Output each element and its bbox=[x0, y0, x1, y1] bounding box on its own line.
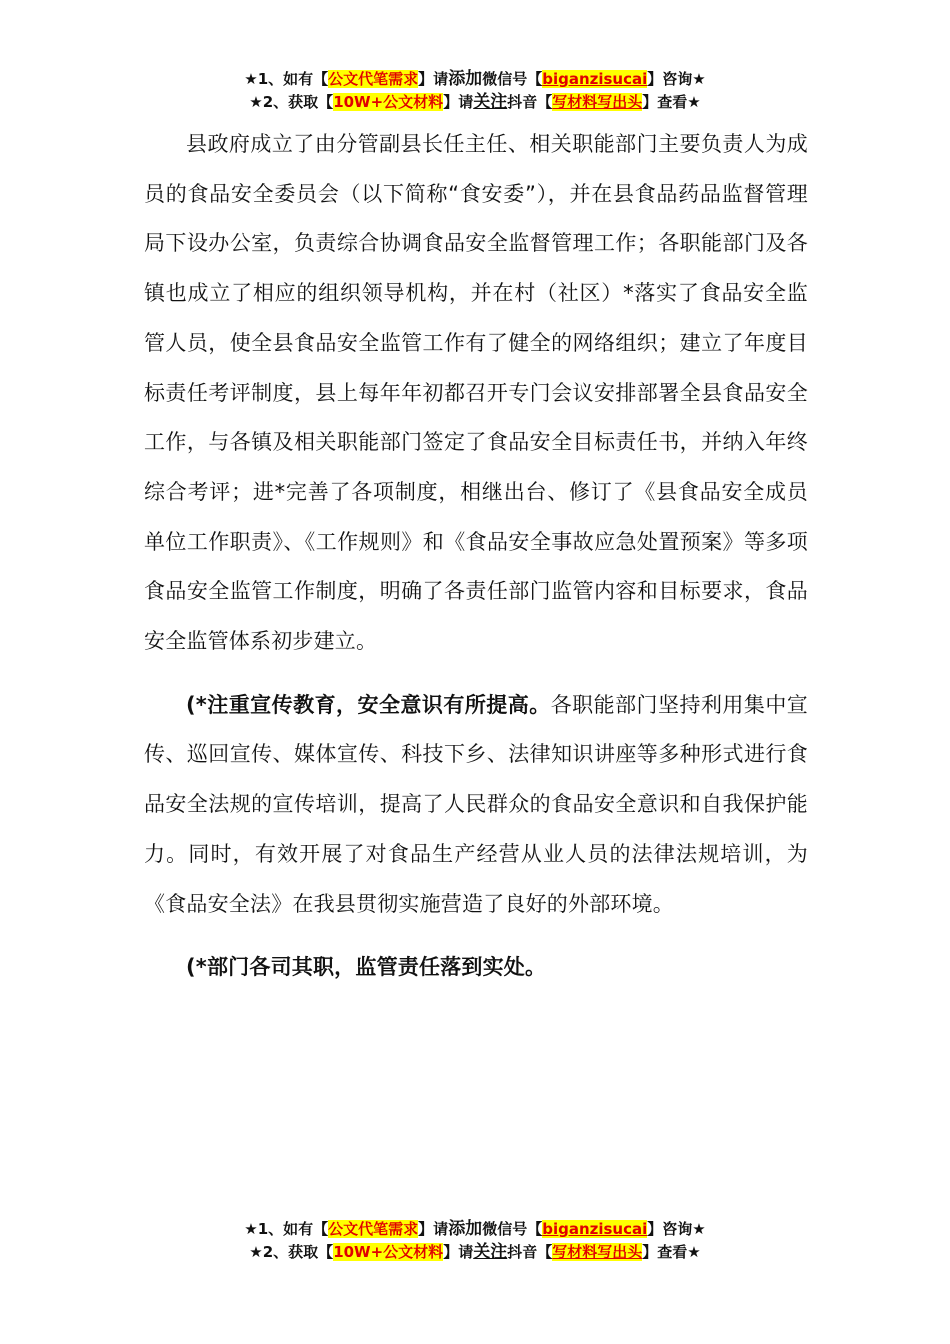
banner-text: 】请 bbox=[443, 93, 474, 111]
banner-text: 】咨询★ bbox=[647, 1220, 706, 1238]
banner-line-1 bbox=[0, 68, 950, 91]
banner-emphasis: 关注 bbox=[473, 1242, 508, 1262]
banner-text: ★2、获取【 bbox=[249, 93, 334, 111]
banner-text: 】请 bbox=[443, 1243, 474, 1261]
banner-emphasis: 添加 bbox=[448, 69, 483, 89]
banner-douyin-id: 写材料写出头 bbox=[552, 1243, 643, 1261]
banner-text: 抖音【 bbox=[507, 1243, 553, 1261]
banner-highlight: 公文代笔需求 bbox=[328, 1220, 419, 1238]
banner-text: 抖音【 bbox=[507, 93, 553, 111]
banner-line-2 bbox=[0, 91, 950, 114]
banner-emphasis: 关注 bbox=[473, 92, 508, 112]
banner-highlight: 公文代笔需求 bbox=[328, 70, 419, 88]
paragraph-3 bbox=[144, 943, 808, 993]
paragraph-3-heading: (*部门各司其职，监管责任落到实处。 bbox=[186, 955, 547, 980]
paragraph-2-heading: (*注重宣传教育，安全意识有所提高。 bbox=[186, 692, 551, 717]
banner-text: 】请 bbox=[418, 70, 449, 88]
banner-highlight: 10W+公文材料 bbox=[333, 1243, 444, 1261]
banner-text: 微信号【 bbox=[482, 70, 543, 88]
banner-highlight: 10W+公文材料 bbox=[333, 93, 444, 111]
footer-banner bbox=[0, 1218, 950, 1264]
banner-douyin-id: 写材料写出头 bbox=[552, 93, 643, 111]
banner-wechat-id: biganzisucai bbox=[542, 1220, 648, 1238]
banner-text: ★1、如有【 bbox=[244, 70, 329, 88]
paragraph-2-text: 各职能部门坚持利用集中宣传、巡回宣传、媒体宣传、科技下乡、法律知识讲座等多种形式进行食品安全法规的宣传培训，提高了人民群众的食品安全意识和自我保护能力。同时，有效开展了对食品生产经营从业人员的法律法规培训，为《食品安全法》在我县贯彻实施营造了良好的外部环境。 bbox=[144, 692, 808, 916]
banner-text: 微信号【 bbox=[482, 1220, 543, 1238]
banner-wechat-id: biganzisucai bbox=[542, 70, 648, 88]
banner-text: 】咨询★ bbox=[647, 70, 706, 88]
banner-text: ★1、如有【 bbox=[244, 1220, 329, 1238]
document-body bbox=[144, 120, 808, 993]
banner-emphasis: 添加 bbox=[448, 1219, 483, 1239]
banner-line-2 bbox=[0, 1241, 950, 1264]
header-banner bbox=[0, 68, 950, 114]
paragraph-1: 县政府成立了由分管副县长任主任、相关职能部门主要负责人为成员的食品安全委员会（以下简称“食安委”），并在县食品药品监督管理局下设办公室，负责综合协调食品安全监督管理工作；各职能部门及各镇也成立了相应的组织领导机构，并在村（社区）*落实了食品安全监管人员，使全县食品安全监管工作有了健全的网络组织；建立了年度目标责任考评制度，县上每年年初都召开专门会议安排部署全县食品安全工作，与各镇及相关职能部门签定了食品安全目标责任书，并纳入年终综合考评；进*完善了各项制度，相继出台、修订了《县食品安全成员单位工作职责》、《工作规则》和《食品安全事故应急处置预案》等多项食品安全监管工作制度，明确了各责任部门监管内容和目标要求，食品安全监管体系初步建立。 bbox=[144, 132, 808, 654]
banner-line-1 bbox=[0, 1218, 950, 1241]
banner-text: 】请 bbox=[418, 1220, 449, 1238]
banner-text: 】查看★ bbox=[642, 93, 701, 111]
banner-text: 】查看★ bbox=[642, 1243, 701, 1261]
paragraph-2 bbox=[144, 681, 808, 930]
banner-text: ★2、获取【 bbox=[249, 1243, 334, 1261]
